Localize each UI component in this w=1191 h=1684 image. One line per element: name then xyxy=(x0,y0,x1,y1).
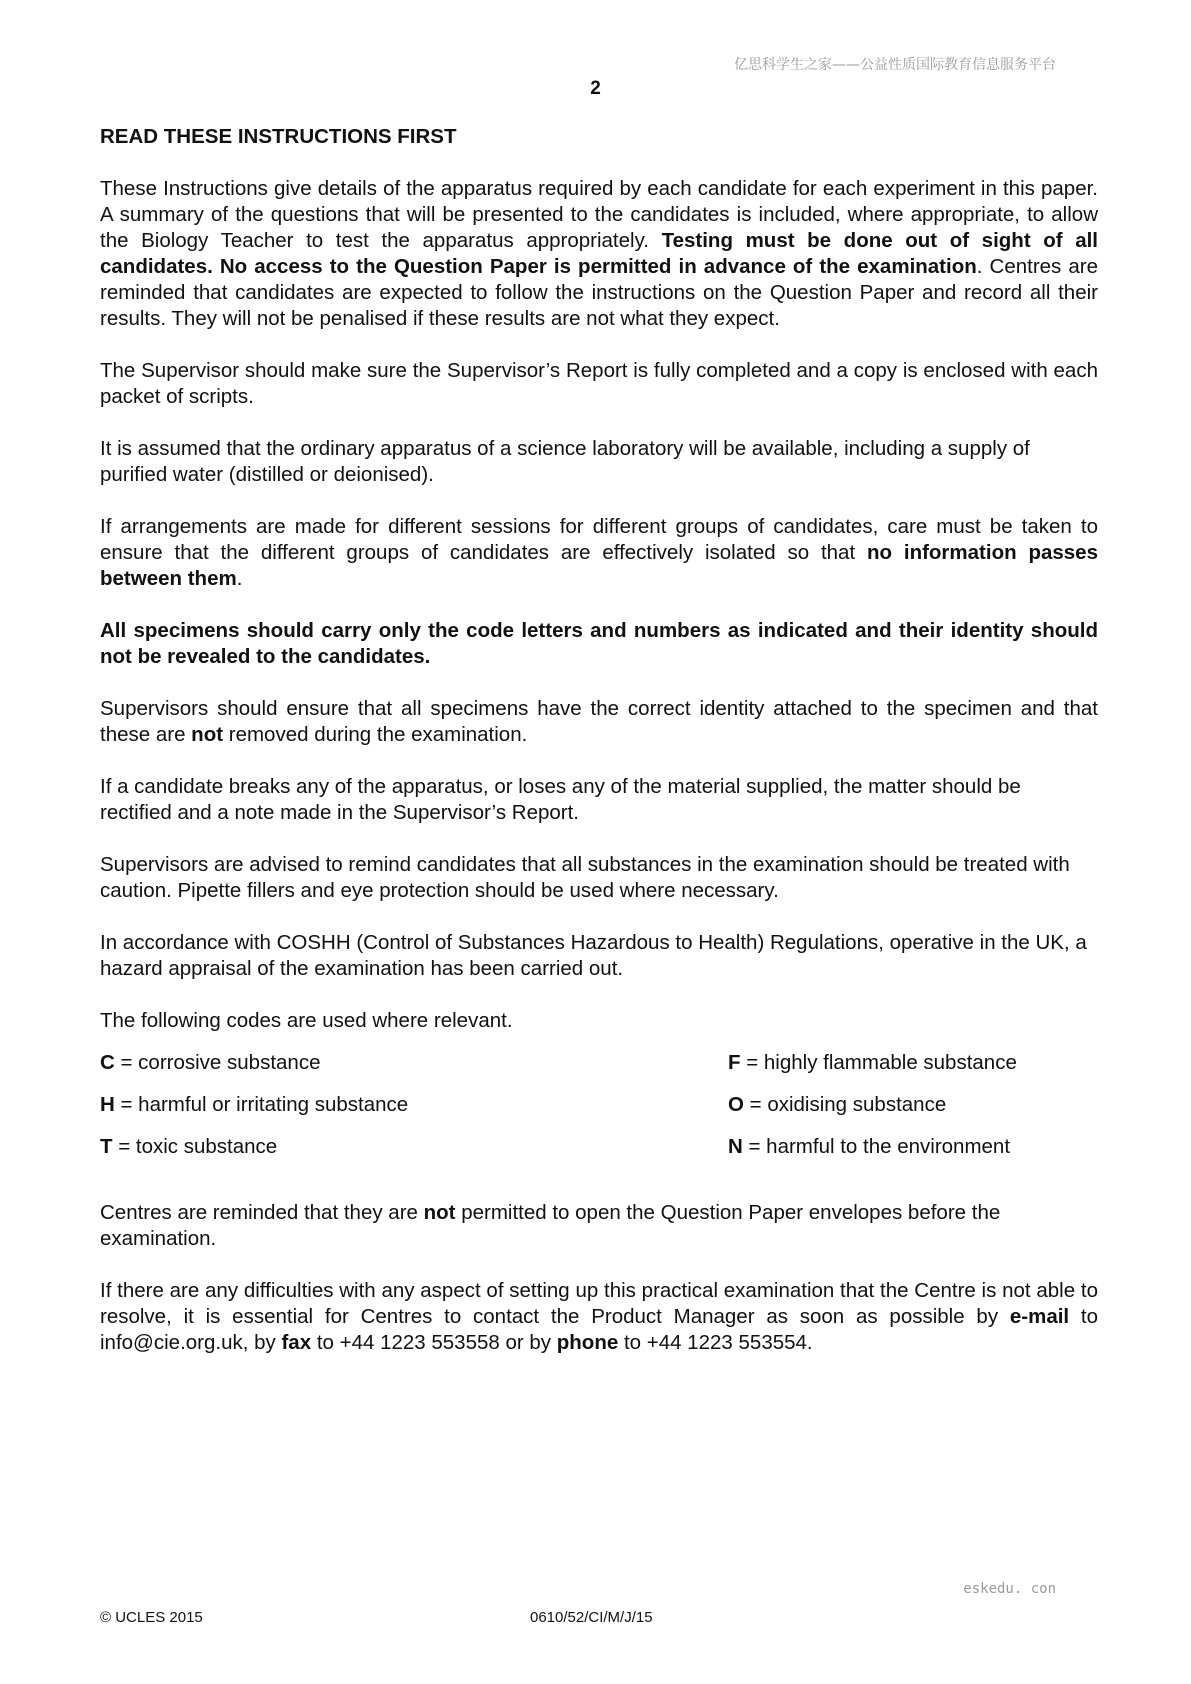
paragraph-specimens: All specimens should carry only the code letters and numbers as indicated and their identity should not be revealed to the candidates. xyxy=(100,619,1098,668)
paragraph-caution: Supervisors are advised to remind candidates that all substances in the examination should be treated with caution. Pipette fillers and eye protection should be used where necessary. xyxy=(100,853,1070,902)
paragraph-envelopes: Centres are reminded that they are not permitted to open the Question Paper envelopes before the examination. xyxy=(100,1201,1001,1250)
footer-paper-code: 0610/52/CI/M/J/15 xyxy=(530,1609,653,1626)
hazard-code-item: T = toxic substance xyxy=(100,1135,278,1158)
paragraph-specimen-identity: Supervisors should ensure that all specimens have the correct identity attached to the specimen and that these are not removed during the examination. xyxy=(100,697,1098,746)
paragraph-laboratory: It is assumed that the ordinary apparatus of a science laboratory will be available, including a supply of purified water (distilled or deionised). xyxy=(100,437,1030,486)
hazard-code-item: H = harmful or irritating substance xyxy=(100,1093,409,1116)
hazard-code-item: N = harmful to the environment xyxy=(728,1135,1011,1158)
paragraph-coshh: In accordance with COSHH (Control of Substances Hazardous to Health) Regulations, operative in the UK, a hazard appraisal of the examination has been carried out. xyxy=(100,931,1087,980)
paragraph-supervisor-report: The Supervisor should make sure the Supervisor’s Report is fully completed and a copy is enclosed with each packet of scripts. xyxy=(100,359,1098,408)
paragraph-contact: If there are any difficulties with any aspect of setting up this practical examination that the Centre is not able to resolve, it is essential for Centres to contact the Product Manager as soon as possible by e-mail to info@cie.org.uk, by fax to +44 1223 553558 or by phone to +44 1223 553554. xyxy=(100,1279,1098,1354)
footer-copyright: © UCLES 2015 xyxy=(100,1609,203,1626)
hazard-code-item: O = oxidising substance xyxy=(728,1093,947,1116)
paragraph-apparatus: These Instructions give details of the apparatus required by each candidate for each experiment in this paper. A summary of the questions that will be presented to the candidates is included, where appropriate, to allow the Biology Teacher to test the apparatus appropriately. Testing must be done out of sight of all candidates. No access to the Question Paper is permitted in advance of the examination. Centres are reminded that candidates are expected to follow the instructions on the Question Paper and record all their results. They will not be penalised if these results are not what they expect. xyxy=(100,177,1098,330)
page-number: 2 xyxy=(590,78,601,99)
watermark-bottom: eskedu. con xyxy=(963,1581,1056,1597)
hazard-codes-list xyxy=(100,1050,1098,1160)
hazard-code-item: C = corrosive substance xyxy=(100,1051,321,1074)
paragraph-breakages: If a candidate breaks any of the apparatus, or loses any of the material supplied, the matter should be rectified and a note made in the Supervisor’s Report. xyxy=(100,775,1021,824)
hazard-code-item: F = highly flammable substance xyxy=(728,1051,1017,1074)
watermark-top: 亿思科学生之家——公益性质国际教育信息服务平台 xyxy=(734,57,1056,73)
paragraph-codes-intro: The following codes are used where relevant. xyxy=(100,1009,513,1032)
document-body xyxy=(100,124,1098,1382)
section-heading: READ THESE INSTRUCTIONS FIRST xyxy=(100,125,457,148)
paragraph-sessions: If arrangements are made for different sessions for different groups of candidates, care must be taken to ensure that the different groups of candidates are effectively isolated so that no information passes between them. xyxy=(100,515,1098,590)
